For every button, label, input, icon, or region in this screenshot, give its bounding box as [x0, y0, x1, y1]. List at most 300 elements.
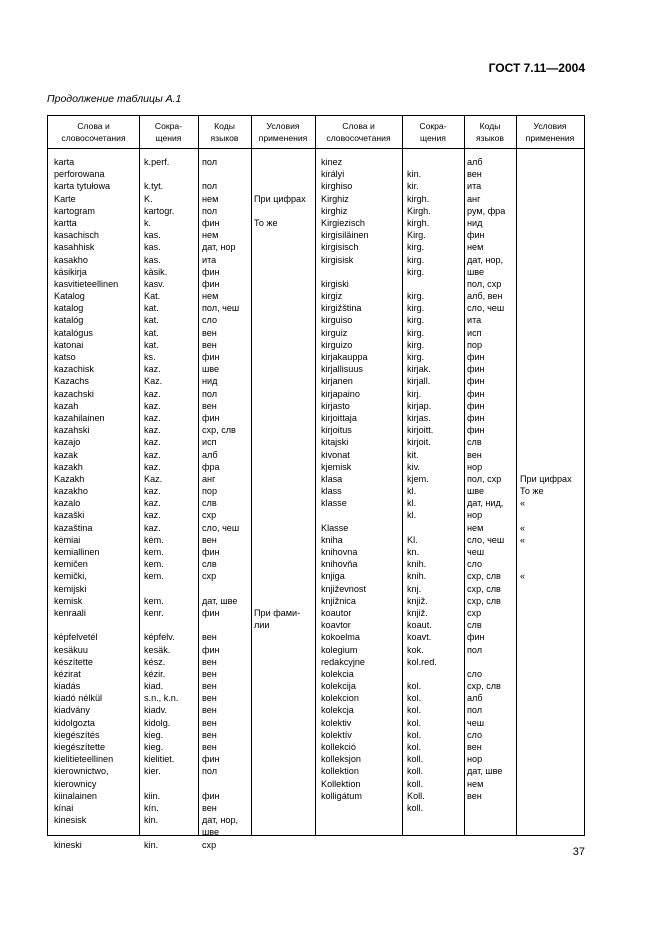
table-row: [48, 278, 584, 290]
table-row: [48, 351, 584, 363]
language-code-cell: чеш: [467, 717, 485, 728]
word-cell: kiadvány: [54, 705, 90, 716]
abbreviation-cell: kasv.: [144, 278, 165, 289]
word-cell: készítette: [54, 656, 93, 667]
word-cell: kierownictwo,: [54, 766, 109, 777]
language-code-cell: пол, схр: [467, 473, 502, 484]
condition-cell: «: [520, 571, 526, 582]
table-row: [48, 717, 584, 729]
language-code-cell: сло: [467, 668, 483, 679]
table-row: [48, 619, 584, 631]
abbreviation-cell: kas.: [144, 230, 161, 241]
word-cell: kirjoitus: [321, 425, 352, 436]
language-code-cell: алб: [467, 693, 483, 704]
word-cell: kirgiz: [321, 291, 343, 302]
language-code-cell: шве: [202, 827, 220, 838]
word-cell: kirghiso: [321, 181, 353, 192]
table-row: [48, 790, 584, 802]
table-row: [48, 375, 584, 387]
abbreviation-cell: kl.: [407, 486, 417, 497]
abbreviation-cell: kirgh.: [407, 193, 430, 204]
table-row: [48, 400, 584, 412]
abbreviation-cell: kier.: [144, 766, 161, 777]
word-cell: kemički,: [54, 571, 87, 582]
language-code-cell: схр, слв: [467, 681, 501, 692]
language-code-cell: схр: [202, 839, 217, 850]
table-row: [48, 741, 584, 753]
word-cell: kirgižština: [321, 303, 362, 314]
word-cell: képfelvetél: [54, 632, 98, 643]
abbreviation-cell: kol.: [407, 693, 422, 704]
condition-cell: «: [520, 498, 526, 509]
table-row: [48, 704, 584, 716]
abbreviation-cell: kol.red.: [407, 656, 437, 667]
abbreviation-cell: koll.: [407, 778, 424, 789]
language-code-cell: вен: [202, 656, 217, 667]
word-cell: koautor: [321, 607, 352, 618]
word-cell: koavtor: [321, 620, 351, 631]
language-code-cell: исп: [467, 327, 482, 338]
table-continuation-caption: Продолжение таблицы А.1: [47, 93, 182, 105]
word-cell: kemijski: [54, 583, 87, 594]
abbreviation-cell: knih.: [407, 559, 427, 570]
language-code-cell: нор: [467, 461, 483, 472]
word-cell: kiegészítés: [54, 729, 100, 740]
language-code-cell: нем: [467, 242, 484, 253]
header-words: Слова и словосочетания: [61, 121, 126, 143]
language-code-cell: сло: [202, 315, 218, 326]
word-cell: Kirghiz: [321, 193, 349, 204]
language-code-cell: фин: [202, 412, 220, 423]
language-code-cell: ита: [202, 254, 217, 265]
table-row: [48, 461, 584, 473]
word-cell: kineski: [54, 839, 82, 850]
table-row: [48, 729, 584, 741]
abbreviation-cell: kem.: [144, 571, 164, 582]
abbreviation-cell: kir.: [407, 181, 419, 192]
abbreviation-cell: kaz.: [144, 400, 161, 411]
word-cell: kiadó nélkül: [54, 693, 103, 704]
language-code-cell: фин: [202, 754, 220, 765]
word-cell: kirguiso: [321, 315, 353, 326]
table-row: [48, 656, 584, 668]
table-row: [48, 241, 584, 253]
language-code-cell: алб: [202, 449, 218, 460]
word-cell: kazaški: [54, 510, 85, 521]
language-code-cell: вен: [202, 668, 217, 679]
abbreviation-cell: knjiž.: [407, 607, 428, 618]
language-code-cell: фра: [202, 461, 220, 472]
table-row: [48, 570, 584, 582]
word-cell: kasahhisk: [54, 242, 95, 253]
language-code-cell: дат, нор: [202, 242, 236, 253]
abbreviation-cell: kin.: [144, 815, 159, 826]
table-row: [48, 339, 584, 351]
language-code-cell: сло, чеш: [467, 303, 505, 314]
language-code-cell: вен: [202, 327, 217, 338]
table-row: [48, 473, 584, 485]
language-code-cell: вен: [202, 802, 217, 813]
language-code-cell: фин: [202, 352, 220, 362]
word-cell: kokoelma: [321, 632, 360, 643]
language-code-cell: фин: [202, 266, 220, 277]
word-cell: Klasse: [321, 522, 349, 533]
abbreviation-cell: kirg.: [407, 339, 425, 350]
word-cell: kazachski: [54, 388, 94, 399]
word-cell: katonai: [54, 339, 84, 350]
table-row: [48, 522, 584, 534]
word-cell: kirjallisuus: [321, 364, 363, 375]
word-cell: kasachisch: [54, 230, 99, 241]
language-code-cell: слв: [467, 437, 482, 448]
abbreviation-cell: kartogr.: [144, 205, 175, 216]
abbreviation-cell: kirgh.: [407, 217, 430, 228]
abbreviation-cell: k.tyt.: [144, 181, 164, 192]
abbreviation-cell: kl.: [407, 498, 417, 509]
language-code-cell: вен: [202, 693, 217, 704]
table-row: [48, 839, 584, 851]
language-code-cell: вен: [202, 742, 217, 752]
abbreviation-cell: kaz.: [144, 461, 161, 472]
word-cell: knihovňa: [321, 559, 358, 570]
table-row: [48, 205, 584, 217]
abbreviation-cell: kirjoitt.: [407, 425, 434, 436]
language-code-cell: сло: [467, 559, 483, 570]
table-row: [48, 314, 584, 326]
language-code-cell: схр, слв: [467, 571, 501, 582]
table-row: [48, 449, 584, 461]
word-cell: kirguiz: [321, 327, 348, 338]
language-code-cell: фин: [467, 632, 485, 643]
word-cell: kasakho: [54, 254, 88, 265]
language-code-cell: алб: [467, 157, 483, 167]
language-code-cell: дат, нид,: [467, 498, 504, 509]
word-cell: kolligátum: [321, 790, 362, 801]
abbreviation-cell: kirg.: [407, 254, 425, 265]
table-row: [48, 778, 584, 790]
word-cell: kivonat: [321, 449, 350, 460]
word-cell: kollekció: [321, 742, 356, 752]
table-row: [48, 436, 584, 448]
abbreviation-cell: koll.: [407, 802, 424, 813]
abbreviation-cell: Kat.: [144, 291, 161, 302]
word-cell: knjižnica: [321, 595, 356, 606]
language-code-cell: нем: [202, 230, 219, 241]
language-code-cell: исп: [202, 437, 217, 448]
word-cell: kazajo: [54, 437, 81, 448]
language-code-cell: фин: [467, 412, 485, 423]
word-cell: kolegium: [321, 644, 358, 655]
table-row: [48, 497, 584, 509]
table-body: [48, 156, 584, 851]
abbreviation-cell: knih.: [407, 571, 427, 582]
header-abbreviations: Сокра- щения: [419, 121, 447, 143]
abbreviation-cell: kaz.: [144, 412, 161, 423]
word-cell: kazahski: [54, 425, 90, 436]
word-cell: királyi: [321, 169, 345, 180]
abbreviation-cell: kol.: [407, 705, 422, 716]
abbreviation-cell: koavt.: [407, 632, 432, 643]
word-cell: karta tytułowa: [54, 181, 111, 192]
language-code-cell: нор: [467, 510, 483, 521]
language-code-cell: нид: [202, 376, 218, 387]
table-row: [48, 363, 584, 375]
table-row: [48, 290, 584, 302]
abbreviation-cell: kol.: [407, 742, 422, 752]
language-code-cell: слв: [202, 498, 217, 509]
header-conditions: Условия применения: [258, 121, 308, 143]
language-code-cell: нор: [467, 754, 483, 765]
word-cell: kazak: [54, 449, 78, 460]
abbreviation-cell: Kirgh.: [407, 205, 431, 216]
word-cell: kemičen: [54, 559, 88, 570]
language-code-cell: фин: [202, 607, 220, 618]
abbreviation-cell: kol.: [407, 681, 422, 692]
language-code-cell: фин: [467, 400, 485, 411]
abbreviation-cell: kidolg.: [144, 717, 171, 728]
condition-cell: То же: [520, 486, 544, 497]
word-cell: Kazachs: [54, 376, 89, 387]
language-code-cell: пол: [467, 644, 483, 655]
word-cell: klasse: [321, 498, 347, 509]
language-code-cell: нем: [467, 778, 484, 789]
abbreviation-cell: kirg.: [407, 327, 425, 338]
header-abbreviations: Сокра- щения: [154, 121, 183, 143]
abbreviation-cell: kat.: [144, 339, 159, 350]
word-cell: kirguizo: [321, 339, 353, 350]
abbreviation-cell: kl.: [407, 510, 417, 521]
language-code-cell: пол: [202, 766, 218, 777]
word-cell: kazalo: [54, 498, 81, 509]
language-code-cell: дат, шве: [467, 766, 503, 777]
abbreviation-cell: kin.: [407, 169, 422, 180]
abbreviation-cell: kn.: [407, 547, 420, 557]
table-row: [48, 814, 584, 826]
standard-designation: ГОСТ 7.11—2004: [488, 61, 585, 75]
abbreviation-cell: kézir.: [144, 668, 166, 679]
abbreviation-cell: kaz.: [144, 498, 161, 509]
word-cell: kirgiski: [321, 278, 349, 289]
language-code-cell: шве: [467, 486, 485, 497]
abbreviation-cell: kaz.: [144, 388, 161, 399]
abbreviation-cell: kiv.: [407, 461, 420, 472]
language-code-cell: пол: [202, 388, 218, 399]
header-conditions: Условия применения: [525, 121, 575, 143]
language-code-cell: рум, фра: [467, 205, 506, 216]
word-cell: kolektiv: [321, 717, 352, 728]
header-words: Слова и словосочетания: [326, 121, 391, 143]
word-cell: kolekcija: [321, 681, 356, 692]
word-cell: Katalog: [54, 291, 85, 302]
language-code-cell: фин: [202, 217, 220, 228]
word-cell: käsikirja: [54, 266, 87, 277]
word-cell: klasa: [321, 473, 343, 484]
word-cell: kazahilainen: [54, 412, 105, 423]
abbreviation-cell: kėm.: [144, 534, 164, 545]
language-code-cell: фин: [467, 352, 485, 362]
language-code-cell: вен: [467, 449, 482, 460]
abbreviation-cell: kem.: [144, 559, 164, 570]
abbreviation-cell: k.: [144, 217, 152, 228]
table-row: [48, 534, 584, 546]
word-cell: klass: [321, 486, 342, 497]
abbreviation-cell: kirjas.: [407, 412, 431, 423]
language-code-cell: вен: [467, 169, 482, 180]
language-code-cell: пор: [202, 486, 218, 497]
word-cell: kitajski: [321, 437, 349, 448]
word-cell: knihovna: [321, 547, 358, 557]
language-code-cell: пол, чеш: [202, 303, 240, 314]
word-cell: kirgisisk: [321, 254, 354, 265]
condition-cell: При цифрах: [520, 473, 572, 484]
condition-cell: То же: [254, 217, 278, 228]
table-row: [48, 583, 584, 595]
word-cell: kirgisiläinen: [321, 230, 369, 241]
word-cell: kínai: [54, 802, 74, 813]
table-row: [48, 156, 584, 168]
language-code-cell: шве: [202, 364, 220, 375]
word-cell: kidolgozta: [54, 717, 95, 728]
word-cell: kartogram: [54, 205, 95, 216]
language-code-cell: фин: [202, 547, 220, 557]
abbreviation-cell: kín.: [144, 802, 159, 813]
table-row: [48, 668, 584, 680]
word-cell: kirgisisch: [321, 242, 359, 253]
abbreviation-cell: kol.: [407, 729, 422, 740]
word-cell: kenraali: [54, 607, 86, 618]
word-cell: kirjakauppa: [321, 352, 368, 362]
language-code-cell: пор: [467, 339, 483, 350]
word-cell: katalóg: [54, 315, 84, 326]
abbreviation-cell: kirjoit.: [407, 437, 431, 448]
word-cell: kartta: [54, 217, 77, 228]
header-language-codes: Коды языков: [476, 121, 504, 143]
language-code-cell: вен: [202, 400, 217, 411]
word-cell: Kollektion: [321, 778, 361, 789]
language-code-cell: схр, слв: [467, 583, 501, 594]
word-cell: kazah: [54, 400, 79, 411]
abbreviation-cell: Koll.: [407, 790, 425, 801]
word-cell: kolekcja: [321, 705, 354, 716]
language-code-cell: дат, нор,: [202, 815, 239, 826]
language-code-cell: вен: [202, 339, 217, 350]
abbreviation-cell: kaz.: [144, 425, 161, 436]
table-row: [48, 412, 584, 424]
table-row: [48, 485, 584, 497]
language-code-cell: пол, схр: [467, 278, 502, 289]
language-code-cell: фин: [202, 644, 220, 655]
abbreviation-cell: kat.: [144, 303, 159, 314]
word-cell: katalog: [54, 303, 84, 314]
table-row: [48, 168, 584, 180]
abbreviation-cell: kaz.: [144, 522, 161, 533]
abbreviation-cell: kat.: [144, 315, 159, 326]
abbreviation-cell: kaz.: [144, 449, 161, 460]
language-code-cell: анг: [467, 193, 481, 204]
word-cell: kielitieteellinen: [54, 754, 114, 765]
abbreviation-cell: koaut.: [407, 620, 432, 631]
abbreviation-cell: kaz.: [144, 364, 161, 375]
table-row: [48, 802, 584, 814]
table-row: [48, 509, 584, 521]
abbreviation-cell: s.n., k.n.: [144, 693, 179, 704]
table-row: [48, 266, 584, 278]
language-code-cell: фин: [467, 230, 485, 241]
word-cell: kazaština: [54, 522, 93, 533]
word-cell: kollektion: [321, 766, 359, 777]
table-row: [48, 180, 584, 192]
abbreviation-cell: kielitiet.: [144, 754, 175, 765]
condition-cell: «: [520, 534, 526, 545]
language-code-cell: схр: [202, 510, 217, 521]
word-cell: katso: [54, 352, 76, 362]
language-code-cell: пол: [202, 181, 218, 192]
table-row: [48, 558, 584, 570]
language-code-cell: сло, чеш: [467, 534, 505, 545]
language-code-cell: вен: [467, 790, 482, 801]
word-cell: kolektív: [321, 729, 352, 740]
abbreviation-cell: kirjak.: [407, 364, 431, 375]
header-language-codes: Коды языков: [210, 121, 239, 143]
condition-cell: лии: [254, 620, 270, 631]
abbreviation-cell: kas.: [144, 242, 161, 253]
word-cell: Kazakh: [54, 473, 85, 484]
abbreviation-cell: Kl.: [407, 534, 418, 545]
abbreviation-cell: kirg.: [407, 352, 425, 362]
abbreviation-cell: knj.: [407, 583, 422, 594]
word-cell: kjemisk: [321, 461, 352, 472]
table-row: [48, 765, 584, 777]
word-cell: Kirgiezisch: [321, 217, 365, 228]
word-cell: kirjasto: [321, 400, 350, 411]
table-row: [48, 388, 584, 400]
abbreviation-cell: kenr.: [144, 607, 164, 618]
abbreviation-cell: kjem.: [407, 473, 429, 484]
page-number: 37: [572, 846, 585, 858]
abbreviation-cell: kirg.: [407, 291, 425, 302]
word-cell: kemisk: [54, 595, 83, 606]
language-code-cell: анг: [202, 473, 216, 484]
abbreviation-cell: Kaz.: [144, 376, 163, 387]
language-code-cell: нид: [467, 217, 483, 228]
abbreviation-cell: k.perf.: [144, 157, 170, 167]
table-row: [48, 229, 584, 241]
word-cell: kazakh: [54, 461, 83, 472]
abbreviation-cell: kieg.: [144, 742, 164, 752]
table-row: [48, 826, 584, 838]
abbreviation-cell: kirjap.: [407, 400, 432, 411]
abbreviation-cell: koll.: [407, 766, 424, 777]
table-row: [48, 595, 584, 607]
word-cell: kemiallinen: [54, 547, 100, 557]
word-cell: kiadás: [54, 681, 81, 692]
language-code-cell: пол: [202, 205, 218, 216]
language-code-cell: вен: [467, 742, 482, 752]
language-code-cell: схр: [202, 571, 217, 582]
language-code-cell: фин: [202, 278, 220, 289]
word-cell: kirjapaino: [321, 388, 360, 399]
language-code-cell: вен: [202, 534, 217, 545]
abbreviation-table: [47, 115, 585, 850]
table-row: [48, 753, 584, 765]
word-cell: kasvitieteellinen: [54, 278, 119, 289]
table-row: [48, 302, 584, 314]
abbreviation-cell: kol.: [407, 717, 422, 728]
abbreviation-cell: Kaz.: [144, 473, 163, 484]
language-code-cell: фин: [467, 388, 485, 399]
language-code-cell: фин: [467, 425, 485, 436]
abbreviation-cell: kaz.: [144, 486, 161, 497]
